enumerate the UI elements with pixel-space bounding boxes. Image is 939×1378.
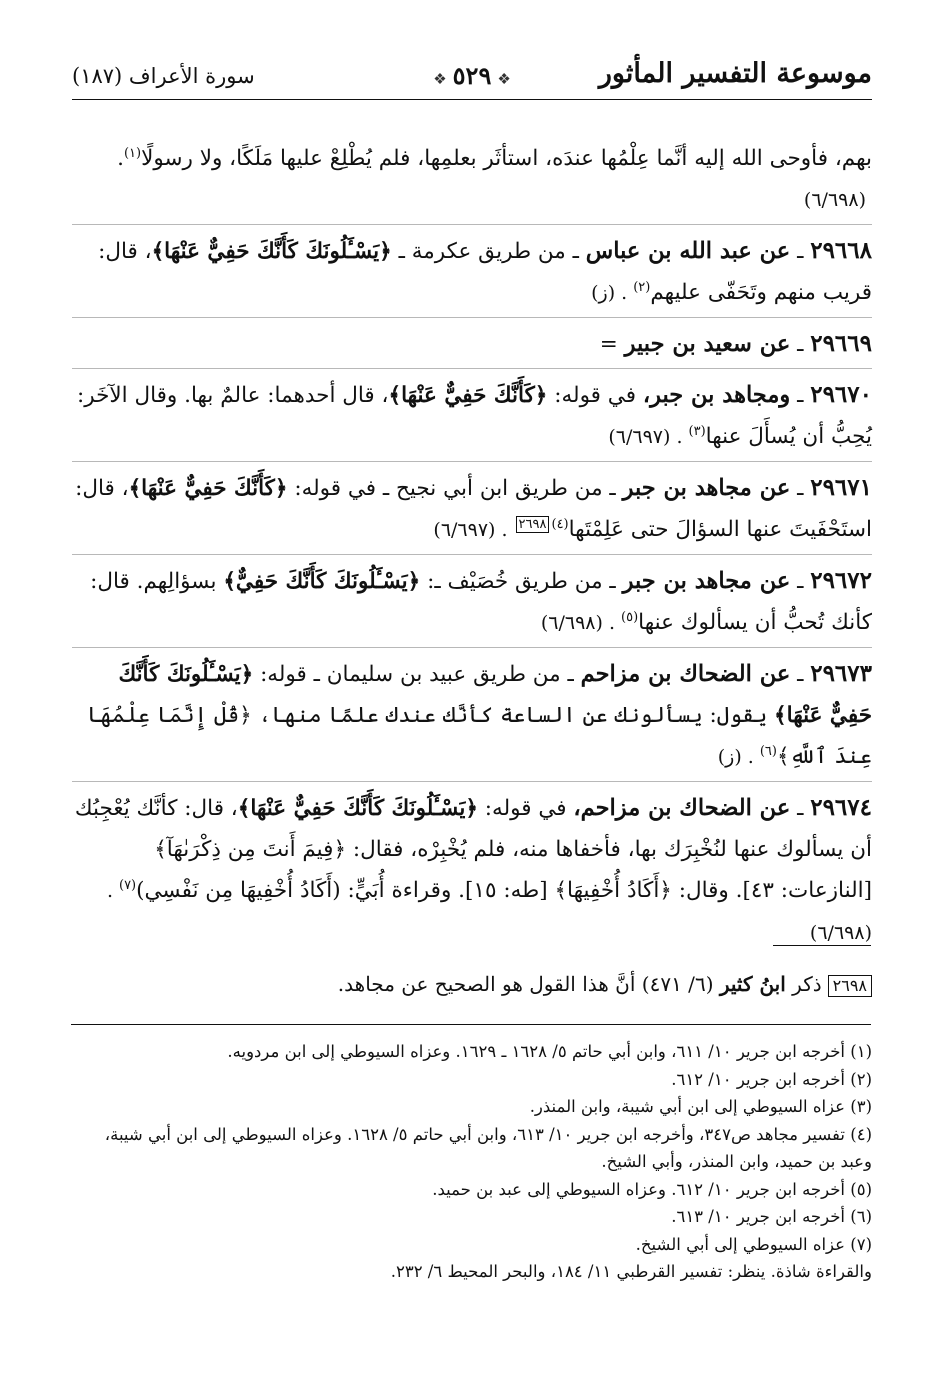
quran-quote: ﴿كَأَنَّكَ حَفِيٌّ عَنْهَا﴾ [128,476,288,501]
footnote: (١) أخرجه ابن جرير ١٠/ ٦١١، وابن أبي حاتم ٥/ ١٦٢٨ ـ ١٦٢٩. وعزاه السيوطي إلى ابن مردويه. [227,1042,872,1061]
entry-continuation [72,138,872,224]
narrator-name: ومجاهد بن جبر، [642,382,791,408]
entry-text: بهم، فأوحى الله إليه أنَّما عِلْمُها عندَه، استأثَر بعلمِها، فلم يُطْلِعْ عليها مَلَكًا، ولا رسولًا [141,146,872,171]
footnote: (٦) أخرجه ابن جرير ١٠/ ٦١٣. [671,1207,872,1226]
entry-29673: ٢٩٦٧٣ ـ عن الضحاك بن مزاحم ـ من طريق عبيد بن سليمان ـ قوله: ﴿يَسْـَٔلُونَكَ كَأَنَّكَ حَفِيٌّ عَنْهَا﴾ يقول: يسألونك عن الساعة كأنَّك عندك علمًا منها، ﴿قُلْ إِنَّمَا عِلْمُهَا عِندَ ٱللَّهِ﴾$^{(٦)}$. (ز) [72,647,872,781]
entry-number: ٢٩٦٧١ [810,474,872,501]
book-title: موسوعة التفسير المأثور [598,58,872,89]
volume-page-ref: . (٦/٦٩٧) [608,426,683,448]
entry-29672: ٢٩٦٧٢ ـ عن مجاهد بن جبر ـ من طريق خُصَيْف ـ: ﴿يَسْـَٔلُونَكَ كَأَنَّكَ حَفِيٌّ﴾ بسؤالِهم. قال: كأنك تُحبُّ أن يسألوك عنها$^{(٥)}$. (٦/٦٩٨) [72,554,872,647]
footnote: (٢) أخرجه ابن جرير ١٠/ ٦١٢. [671,1069,872,1089]
commentary-text: ذكر [792,972,822,996]
quran-quote: ﴿كَأَنَّكَ حَفِيٌّ عَنْهَا﴾ [388,383,548,408]
entry-text: ، قال: قريب منهم وتَحَفّى عليهم [98,239,872,305]
ornament-icon: ❖ [497,70,511,88]
entry-text: . [117,146,124,171]
footnote-marker: (٧) [118,877,137,893]
footnote: (٧) عزاه السيوطي إلى أبي الشيخ. [635,1234,872,1254]
entry-text: ـ من طريق عكرمة ـ [398,239,579,264]
editor-commentary [72,967,872,1001]
entry-number: ٢٩٦٧٢ [810,567,872,594]
narrator-name: عن الضحاك بن مزاحم [580,661,791,687]
footnote-continuation: والقراءة شاذة. ينظر: تفسير القرطبي ١١/ ١٨٤، والبحر المحيط ٦/ ٢٣٢. [390,1262,872,1281]
entry-number: ٢٩٦٧٣ [810,660,872,687]
volume-page-ref: . (٦/٦٩٨) [106,880,872,944]
entry-text: في قوله: [554,383,636,408]
surah-label: سورة الأعراف (١٨٧) [72,64,255,88]
entry-text: يقول: يسألونك عن الساعة كأنَّك عندك علمًا منها، ﴿قُلْ إِنَّمَا عِلْمُهَا عِندَ ٱللَّهِ﴾ [86,703,872,769]
entry-29671: ٢٩٦٧١ ـ عن مجاهد بن جبر ـ من طريق ابن أبي نجيح ـ في قوله: ﴿كَأَنَّكَ حَفِيٌّ عَنْهَا﴾، قال: استَحْفَيتَ عنها السؤالَ حتى عَلِمْتَها$^{(٤)}$٢٦٩٨. (٦/٦٩٧) [72,461,872,554]
quran-quote: ﴿يَسْـَٔلُونَكَ كَأَنَّكَ حَفِيٌّ﴾ [223,569,421,594]
entry-number: ٢٩٦٦٨ [810,237,872,264]
entry-29668: ٢٩٦٦٨ ـ عن عبد الله بن عباس ـ من طريق عكرمة ـ ﴿يَسْـَٔلُونَكَ كَأَنَّكَ حَفِيٌّ عَنْهَا﴾، قال: قريب منهم وتَحَفّى عليهم$^{(٢)}$. (ز) [72,224,872,317]
entry-text: ـ من طريق ابن أبي نجيح ـ في قوله: [294,476,616,501]
entry-29669: ٢٩٦٦٩ ـ عن سعيد بن جبير = [72,317,872,368]
running-header [72,52,872,100]
page-number-value: ٥٢٩ [452,61,492,90]
narrator-name: عن مجاهد بن جبر [622,568,791,594]
narrator-name: عن الضحاك بن مزاحم، [573,795,791,821]
volume-page-ref: . (ز) [591,282,628,304]
entry-text: ـ من طريق عبيد بن سليمان ـ قوله: [260,662,574,687]
footnote-marker: (٥) [621,609,639,625]
footnote-separator [71,1024,871,1025]
commentary-author: ابنُ كثير [719,972,786,996]
narrator-name: عن مجاهد بن جبر [622,475,791,501]
quran-quote: ﴿يَسْـَٔلُونَكَ كَأَنَّكَ حَفِيٌّ عَنْهَا﴾ [151,239,392,264]
entry-text: = [599,332,618,357]
ornament-icon: ❖ [433,70,447,88]
volume-page-ref: . (ز) [717,746,754,768]
footnote-marker: (٣) [688,423,706,439]
commentary-separator [773,945,871,946]
footnote: (٥) أخرجه ابن جرير ١٠/ ٦١٢. وعزاه السيوطي إلى عبد بن حميد. [432,1179,872,1199]
volume-page-ref: . (٦/٦٩٧) [433,519,508,541]
entry-text: ، قال أحدهما: عالمٌ بها. وقال الآخَر: يُحِبُّ أن يُسأَلَ عنها [76,383,872,449]
footnote-marker: (٦) [759,743,777,759]
entry-29674: ٢٩٦٧٤ ـ عن الضحاك بن مزاحم، في قوله: ﴿يَسْـَٔلُونَكَ كَأَنَّكَ حَفِيٌّ عَنْهَا﴾، قال: كأنَّك يُعْجِبُك أن يسألوك عنها لنُخْبِرَك بها، فأخفاها منه، فلم يُخْبِرْه، فقال: ﴿فِيمَ أَنتَ مِن ذِكْرَىٰهَآ﴾ [النازعات: ٤٣]. وقال: ﴿أَكَادُ أُخْفِيهَا﴾ [طه: ١٥]. وقراءة أُبَيٍّ: (أَكَادُ أُخْفِيهَا مِن نَفْسِي)$^{(٧)}$. (٦/٦٩٨) [72,781,872,957]
footnote-marker: (١) [123,145,142,161]
footnote-marker: (٢) [633,279,651,295]
footnotes [72,1038,872,1286]
volume-page-ref: . (٦/٦٩٨) [540,612,616,634]
volume-page-ref: (٦/٦٩٨) [803,189,866,211]
entry-number: ٢٩٦٦٩ [810,330,872,357]
main-text [72,138,872,957]
quran-quote: ﴿يَسْـَٔلُونَكَ كَأَنَّكَ حَفِيٌّ عَنْهَا﴾ [237,796,478,821]
entry-number: ٢٩٦٧٤ [810,794,872,821]
footnote: (٣) عزاه السيوطي إلى ابن أبي شيبة، وابن المنذر. [529,1097,872,1116]
narrator-name: عن سعيد بن جبير [624,331,791,357]
quran-quote: ﴿يَسْـَٔلُونَكَ كَأَنَّكَ حَفِيٌّ عَنْهَا﴾ [118,662,872,728]
narrator-name: عن عبد الله بن عباس [585,238,791,264]
entry-text: بسؤالِهم. قال: كأنك تُحبُّ أن يسألوك عنها [90,569,872,635]
entry-text: في قوله: [484,796,567,821]
entry-text: ـ من طريق خُصَيْف ـ: [427,569,616,594]
commentary-number-box: ٢٦٩٨ [828,975,872,997]
header-rule [72,99,872,100]
commentary-text: (٦/ ٤٧١) أنَّ هذا القول هو الصحيح عن مجاهد. [337,972,714,996]
entry-29670: ٢٩٦٧٠ ـ ومجاهد بن جبر، في قوله: ﴿كَأَنَّكَ حَفِيٌّ عَنْهَا﴾، قال أحدهما: عالمٌ بها. وقال الآخَر: يُحِبُّ أن يُسأَلَ عنها$^{(٣)}$. (٦/٦٩٧) [72,368,872,461]
entry-text: ، قال: استَحْفَيتَ عنها السؤالَ حتى عَلِمْتَها [75,476,872,542]
footnote-marker: (٤) [551,516,569,532]
cross-reference-box: ٢٦٩٨ [516,516,550,533]
entry-number: ٢٩٦٧٠ [810,381,872,408]
entry-text: ، قال: كأنَّك يُعْجِبُك أن يسألوك عنها لنُخْبِرَك بها، فأخفاها منه، فلم يُخْبِرْه، فقال: ﴿فِيمَ أَنتَ مِن ذِكْرَىٰهَآ﴾ [النازعات: ٤٣]. وقال: ﴿أَكَادُ أُخْفِيهَا﴾ [طه: ١٥]. وقراءة أُبَيٍّ: (أَكَادُ أُخْفِيهَا مِن نَفْسِي) [74,796,872,903]
footnote: (٤) تفسير مجاهد ص٣٤٧، وأخرجه ابن جرير ١٠/ ٦١٣، وابن أبي حاتم ٥/ ١٦٢٨. وعزاه السيوطي إلى ابن أبي شيبة، وعبد بن حميد، وابن المنذر، وأبي الشيخ. [104,1124,872,1171]
